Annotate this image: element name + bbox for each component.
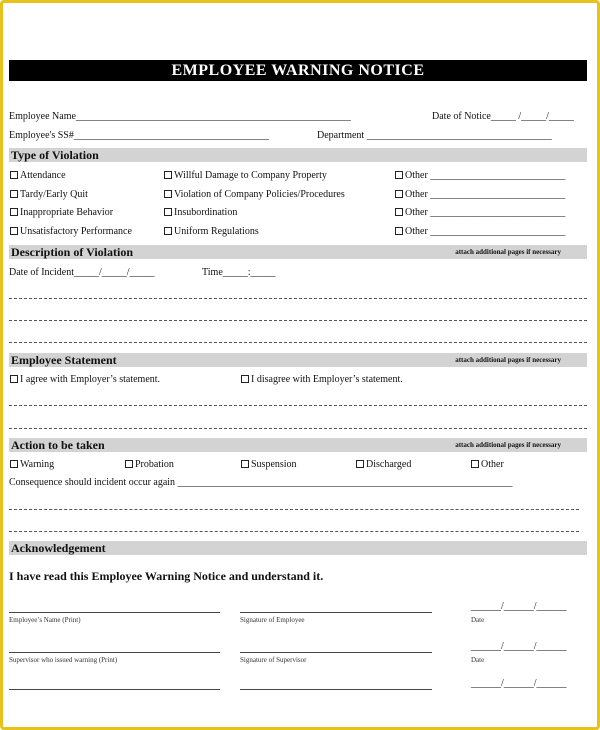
checkbox-icon[interactable] (10, 190, 18, 198)
section-title: Employee Statement (11, 353, 117, 367)
checkbox-icon[interactable] (164, 171, 172, 179)
description-line[interactable] (9, 298, 587, 299)
section-title: Acknowledgement (11, 541, 106, 555)
acknowledgement-statement: I have read this Employee Warning Notice and understand it. (9, 569, 324, 583)
witness-date-field[interactable]: ______/______/______ (471, 678, 567, 689)
description-line[interactable] (9, 342, 587, 343)
checkbox-icon[interactable] (241, 460, 249, 468)
statement-line[interactable] (9, 428, 587, 429)
statement-line[interactable] (9, 405, 587, 406)
checkbox-policy-violation[interactable]: Violation of Company Policies/Procedures (164, 189, 345, 200)
checkbox-icon[interactable] (10, 171, 18, 179)
witness-signature-line[interactable] (240, 689, 432, 690)
employee-signature-line[interactable] (240, 612, 432, 613)
supervisor-name-line[interactable] (9, 652, 220, 653)
checkbox-icon[interactable] (164, 227, 172, 235)
checkbox-suspension[interactable]: Suspension (241, 459, 297, 470)
checkbox-icon[interactable] (395, 208, 403, 216)
checkbox-icon[interactable] (395, 171, 403, 179)
date-label: Date (471, 656, 485, 664)
consequence-field[interactable]: Consequence should incident occur again ___________________________________________________________________ (9, 477, 513, 488)
checkbox-icon[interactable] (395, 190, 403, 198)
checkbox-disagree[interactable]: I disagree with Employer’s statement. (241, 374, 403, 385)
date-of-incident-field[interactable]: Date of Incident_____/_____/_____ (9, 267, 155, 278)
supervisor-date-field[interactable]: ______/______/______ (471, 641, 567, 652)
checkbox-willful-damage[interactable]: Willful Damage to Company Property (164, 170, 327, 181)
section-title: Action to be taken (11, 438, 105, 452)
checkbox-icon[interactable] (10, 375, 18, 383)
checkbox-icon[interactable] (10, 208, 18, 216)
witness-name-line[interactable] (9, 689, 220, 690)
description-line[interactable] (9, 320, 587, 321)
section-note: attach additional pages if necessary (455, 356, 561, 364)
consequence-line[interactable] (9, 531, 579, 532)
checkbox-icon[interactable] (241, 375, 249, 383)
employee-name-label: Employee’s Name (Print) (9, 616, 81, 624)
supervisor-signature-label: Signature of Supervisor (240, 656, 307, 664)
section-title: Type of Violation (11, 148, 99, 162)
section-type-of-violation (9, 148, 587, 162)
checkbox-tardy[interactable]: Tardy/Early Quit (10, 189, 88, 200)
employee-name-line[interactable] (9, 612, 220, 613)
checkbox-uniform-regulations[interactable]: Uniform Regulations (164, 226, 259, 237)
section-description (9, 245, 587, 259)
section-note: attach additional pages if necessary (455, 248, 561, 256)
checkbox-inappropriate-behavior[interactable]: Inappropriate Behavior (10, 207, 113, 218)
checkbox-other-3[interactable]: Other ___________________________ (395, 207, 565, 218)
consequence-line[interactable] (9, 509, 579, 510)
checkbox-other-4[interactable]: Other ___________________________ (395, 226, 565, 237)
date-label: Date (471, 616, 485, 624)
employee-ss-field[interactable]: Employee's SS#_______________________________________ (9, 130, 269, 141)
employee-name-field[interactable]: Employee Name_______________________________________________________ (9, 111, 351, 122)
checkbox-icon[interactable] (10, 460, 18, 468)
department-field[interactable]: Department _____________________________________ (317, 130, 552, 141)
checkbox-insubordination[interactable]: Insubordination (164, 207, 237, 218)
section-note: attach additional pages if necessary (455, 441, 561, 449)
checkbox-icon[interactable] (10, 227, 18, 235)
checkbox-other-1[interactable]: Other ___________________________ (395, 170, 565, 181)
checkbox-discharged[interactable]: Discharged (356, 459, 411, 470)
employee-date-field[interactable]: ______/______/______ (471, 601, 567, 612)
checkbox-icon[interactable] (356, 460, 364, 468)
checkbox-icon[interactable] (471, 460, 479, 468)
checkbox-unsatisfactory-performance[interactable]: Unsatisfactory Performance (10, 226, 132, 237)
supervisor-signature-line[interactable] (240, 652, 432, 653)
checkbox-warning[interactable]: Warning (10, 459, 54, 470)
checkbox-icon[interactable] (125, 460, 133, 468)
section-title: Description of Violation (11, 245, 133, 259)
section-acknowledgement (9, 541, 587, 555)
section-action (9, 438, 587, 452)
checkbox-attendance[interactable]: Attendance (10, 170, 66, 181)
section-employee-statement (9, 353, 587, 367)
supervisor-name-label: Supervisor who issued warning (Print) (9, 656, 118, 664)
checkbox-icon[interactable] (164, 208, 172, 216)
checkbox-agree[interactable]: I agree with Employer’s statement. (10, 374, 160, 385)
form-title: EMPLOYEE WARNING NOTICE (9, 60, 587, 81)
date-of-notice-field[interactable]: Date of Notice_____ /_____/_____ (432, 111, 574, 122)
checkbox-other-action[interactable]: Other (471, 459, 504, 470)
time-field[interactable]: Time_____:_____ (202, 267, 276, 278)
checkbox-other-2[interactable]: Other ___________________________ (395, 189, 565, 200)
checkbox-icon[interactable] (164, 190, 172, 198)
checkbox-icon[interactable] (395, 227, 403, 235)
checkbox-probation[interactable]: Probation (125, 459, 174, 470)
employee-signature-label: Signature of Employee (240, 616, 305, 624)
